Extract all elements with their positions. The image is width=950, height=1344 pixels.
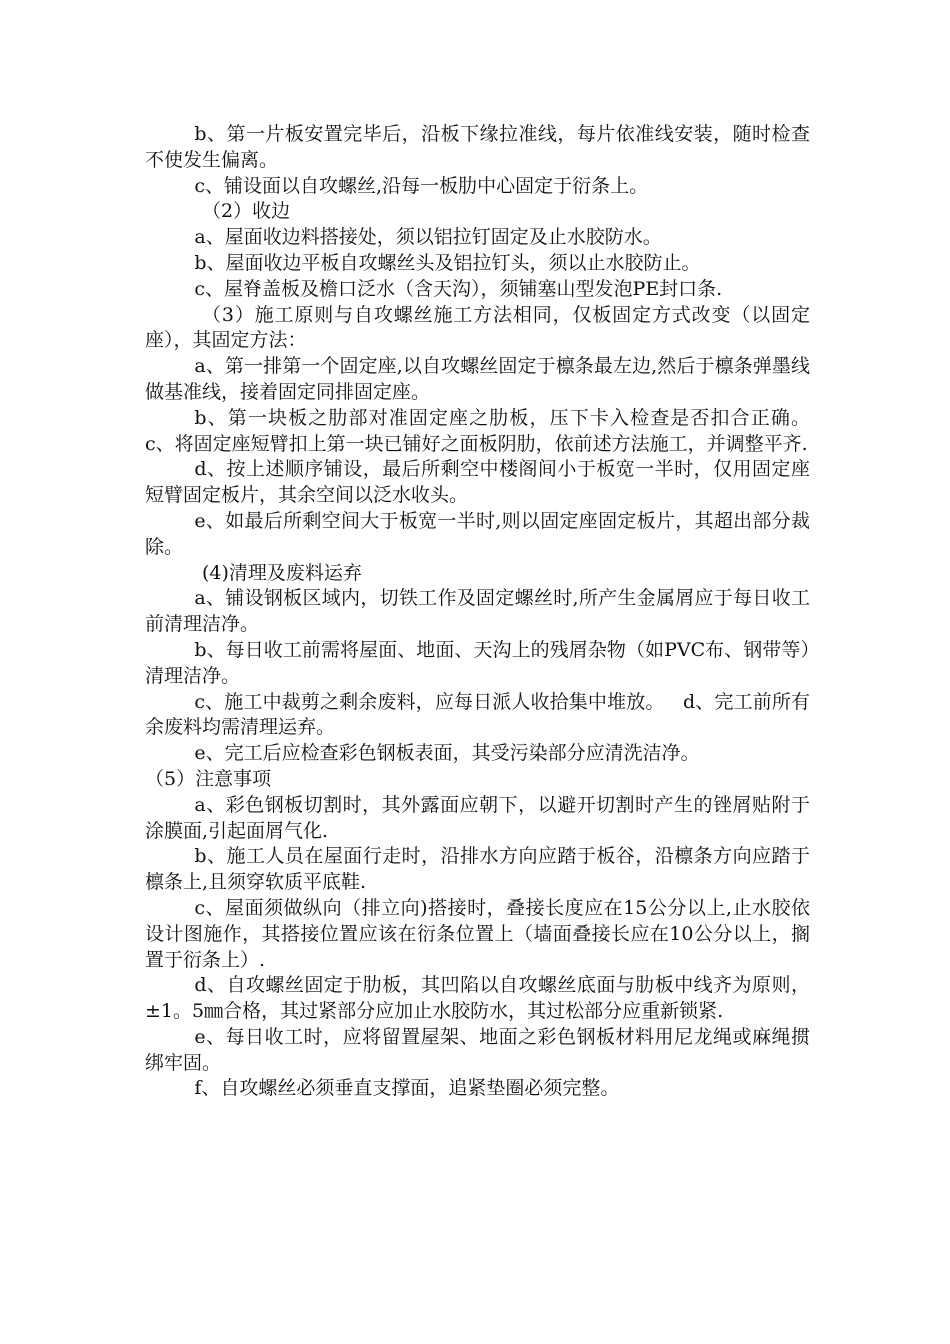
document-body [145,122,829,1102]
paragraph: b、第一块板之肋部对准固定座之肋板，压下卡入检查是否扣合正确。 c、将固定座短臂扣上第一块已铺好之面板阴肋，依前述方法施工，并调整平齐. [145,406,829,455]
paragraph: d、按上述顺序铺设，最后所剩空中楼阁间小于板宽一半时，仅用固定座短臂固定板片，其余空间以泛水收头。 [145,458,810,507]
paragraph: b、屋面收边平板自攻螺丝头及铝拉钉头，须以止水胶防止。 [194,251,701,274]
paragraph: e、如最后所剩空间大于板宽一半时,则以固定座固定板片，其超出部分裁除。 [145,509,810,558]
paragraph: c、屋面须做纵向（排立向)搭接时，叠接长度应在15公分以上,止水胶依设计图施作，其搭接位置应该在衍条位置上（墙面叠接长应在10公分以上，搁置于衍条上）. [145,896,810,971]
paragraph: c、铺设面以自攻螺丝,沿每一板肋中心固定于衍条上。 [194,174,649,197]
paragraph: e、完工后应检查彩色钢板表面，其受污染部分应清洗洁净。 [194,742,700,765]
paragraph: a、铺设钢板区域内，切铁工作及固定螺丝时,所产生金属屑应于每日收工前清理洁净。 [145,587,810,636]
paragraph: f、自攻螺丝必须垂直支撑面，追紧垫圈必须完整。 [194,1077,620,1100]
paragraph: b、每日收工前需将屋面、地面、天沟上的残屑杂物（如PVC布、钢带等）清理洁净。 [145,638,810,687]
section-heading: （3）施工原则与自攻螺丝施工方法相同，仅板固定方式改变（以固定座），其固定方法： [145,303,810,352]
paragraph: b、第一片板安置完毕后，沿板下缘拉准线，每片依准线安装，随时检查不使发生偏离。 [145,123,810,171]
paragraph: c、屋脊盖板及檐口泛水（含天沟），须铺塞山型发泡PE封口条. [194,277,723,300]
paragraph: a、屋面收边料搭接处，须以铝拉钉固定及止水胶防水。 [194,226,662,249]
section-heading: （5）注意事项 [145,767,272,790]
paragraph: c、施工中裁剪之剩余废料，应每日派人收拾集中堆放。 d、完工前所有余废料均需清理运弃。 [145,690,810,739]
paragraph: e、每日收工时，应将留置屋架、地面之彩色钢板材料用尼龙绳或麻绳掼绑牢固。 [145,1025,810,1074]
paragraph: a、彩色钢板切割时，其外露面应朝下，以避开切割时产生的锉屑贴附于涂膜面,引起面屑气化. [145,793,810,842]
paragraph: d、自攻螺丝固定于肋板，其凹陷以自攻螺丝底面与肋板中线齐为原则，±1。5㎜合格，其过紧部分应加止水胶防水，其过松部分应重新锁紧. [145,974,810,1023]
paragraph: a、第一排第一个固定座,以自攻螺丝固定于檩条最左边,然后于檩条弹墨线做基准线，接着固定同排固定座。 [145,355,810,403]
section-heading: （2）收边 [202,200,291,223]
paragraph: b、施工人员在屋面行走时，沿排水方向应踏于板谷，沿檩条方向应踏于檩条上,且须穿软质平底鞋. [145,845,810,894]
section-heading: (4)清理及废料运弃 [202,561,362,584]
